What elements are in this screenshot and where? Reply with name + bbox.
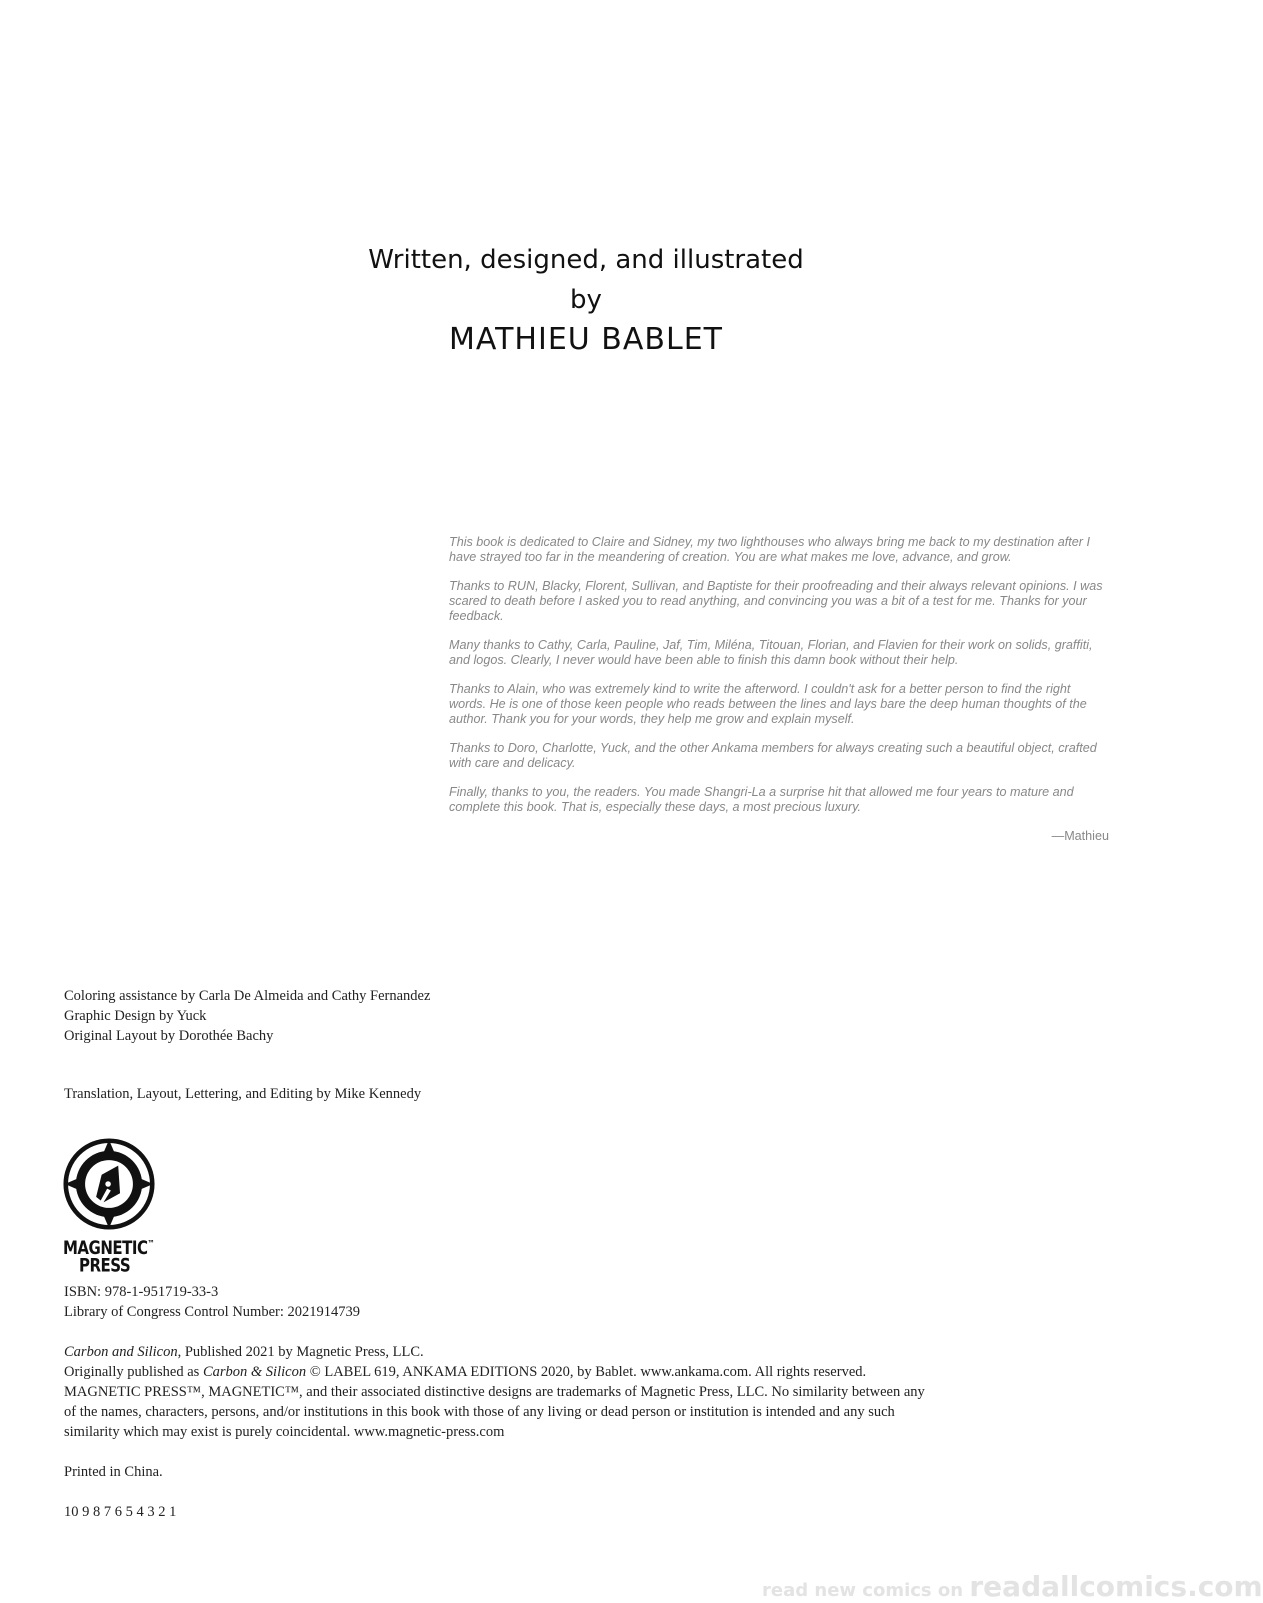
compass-pen-nib-icon: [63, 1138, 155, 1230]
dedication-paragraph: Thanks to Doro, Charlotte, Yuck, and the other Ankama members for always creating such a beautiful object, crafted with care and delicacy.: [449, 741, 1097, 770]
printed-in: Printed in China.: [64, 1464, 163, 1480]
original-publication: Originally published as Carbon & Silicon © LABEL 619, ANKAMA EDITIONS 2020, by Bablet. www.ankama.com. All rights reserved.: [64, 1364, 867, 1380]
title-by: by: [570, 285, 602, 315]
logo-line2: PRESS: [79, 1253, 131, 1277]
dedication-paragraph: Finally, thanks to you, the readers. You made Shangri-La a surprise hit that allowed me four years to mature and complete this book. That is, especially these days, a most precious luxury.: [449, 785, 1074, 814]
credits: [64, 986, 430, 1046]
watermark-prefix: read new comics on: [762, 1580, 970, 1601]
dedication-paragraph: This book is dedicated to Claire and Sidney, my two lighthouses who always bring me back to my destination after I have strayed too far in the meandering of creation. You are what makes me love, advance, and grow.: [449, 535, 1090, 564]
printing-line: 10 9 8 7 6 5 4 3 2 1: [64, 1504, 177, 1520]
author-name: MATHIEU BABLET: [449, 322, 723, 357]
dedication: [449, 535, 1109, 844]
isbn: ISBN: 978-1-951719-33-3: [64, 1284, 219, 1300]
title-line: Written, designed, and illustrated: [368, 245, 804, 275]
publisher-logo: [63, 1138, 163, 1277]
credit-line: Original Layout by Dorothée Bachy: [64, 1028, 274, 1044]
credit-line: Coloring assistance by Carla De Almeida and Cathy Fernandez: [64, 988, 431, 1004]
published-line: Carbon and Silicon, Published 2021 by Magnetic Press, LLC.: [64, 1344, 424, 1360]
loc-number: Library of Congress Control Number: 2021914739: [64, 1304, 361, 1320]
watermark: [762, 1570, 1263, 1603]
translation-credit: Translation, Layout, Lettering, and Editing by Mike Kennedy: [64, 1086, 422, 1102]
legal-block: [64, 1282, 934, 1522]
logo-line1: MAGNETIC: [63, 1236, 148, 1259]
dedication-paragraph: Thanks to RUN, Blacky, Florent, Sullivan, and Baptiste for their proofreading and their always relevant opinions. I was scared to death before I asked you to read anything, and convincing you was a bit of a test for me. Thanks for your feedback.: [449, 579, 1103, 623]
original-title: Carbon & Silicon: [202, 1364, 307, 1380]
published-title: Carbon and Silicon: [64, 1344, 178, 1360]
trademark-notice: MAGNETIC PRESS™, MAGNETIC™, and their associated distinctive designs are trademarks of Magnetic Press, LLC. No similarity between any of the names, characters, persons, and/or institutions in this book with those of any living or dead person or institution is intended and any such similarity which may exist is purely coincidental. www.magnetic-press.com: [64, 1384, 925, 1440]
dedication-paragraph: Thanks to Alain, who was extremely kind to write the afterword. I couldn't ask for a better person to find the right words. He is one of those keen people who reads between the lines and lays bare the deep human thoughts of the author. Thank you for your words, they help me grow and explain myself.: [449, 682, 1087, 726]
credit-line: Graphic Design by Yuck: [64, 1008, 207, 1024]
dedication-paragraph: Many thanks to Cathy, Carla, Pauline, Jaf, Tim, Miléna, Titouan, Florian, and Flavien for their work on solids, graffiti, and logos. Clearly, I never would have been able to finish this damn book without their help.: [449, 638, 1093, 667]
title-block: [0, 240, 1172, 360]
watermark-site: readallcomics.com: [969, 1570, 1263, 1603]
dedication-signoff: —Mathieu: [1051, 829, 1109, 843]
logo-tm: ™: [147, 1238, 154, 1249]
logo-wordmark: [63, 1235, 163, 1277]
